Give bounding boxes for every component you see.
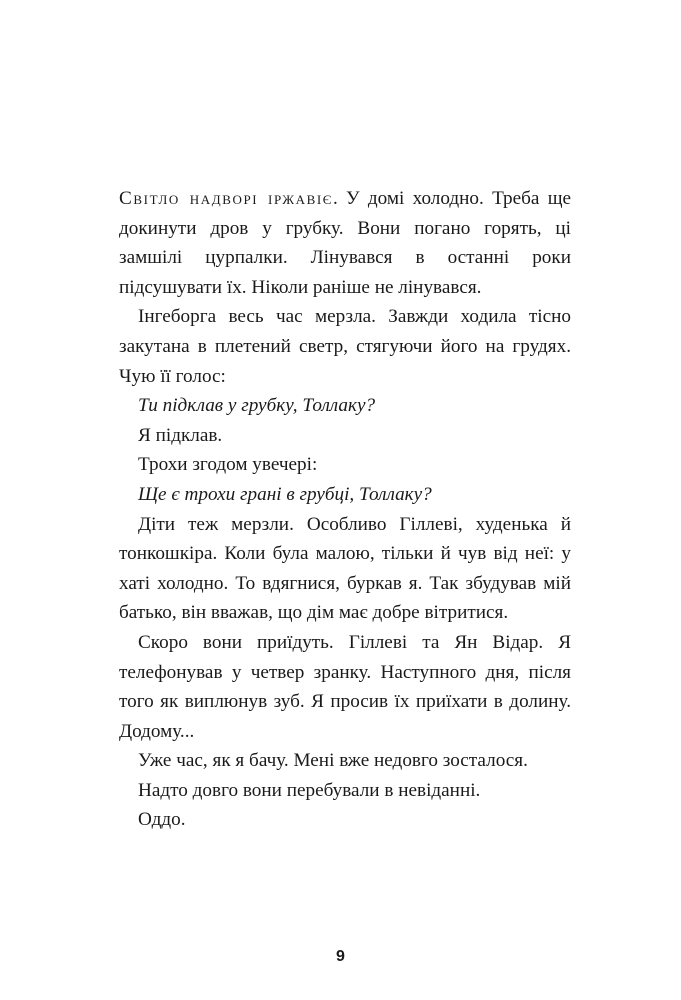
paragraph: Діти теж мерзли. Особливо Гіллеві, худенька й тонкошкіра. Коли була малою, тільки й чув від неї: у хаті холодно. То вдягнися, буркав я. Так збудував мій батько, він вважав, що дім має добре вітритися. [119, 513, 571, 624]
paragraph: Уже час, як я бачу. Мені вже недовго зосталося. [138, 750, 528, 772]
page-number: 9 [336, 948, 345, 965]
paragraph: Інгеборга весь час мерзла. Завжди ходила тісно закутана в плетений светр, стягуючи його на грудях. Чую її голос: [119, 306, 571, 387]
italic-quote: Ще є трохи грані в грубці, Толлаку? [138, 483, 432, 505]
italic-quote: Ти підклав у грубку, Толлаку? [138, 395, 376, 417]
paragraph: Скоро вони приїдуть. Гіллеві та Ян Відар. Я телефонував у четвер зранку. Наступного дня, після того як виплюнув зуб. Я просив їх приїхати в долину. Додому... [119, 631, 571, 742]
paragraph: Надто довго вони перебували в невіданні. [138, 779, 481, 801]
paragraph-opening [119, 184, 571, 302]
paragraph-text: . У домі холодно. Треба ще докинути дров у грубку. Вони погано горять, ці замшілі цурпалки. Лінувався в останні роки підсушувати їх. Ніколи раніше не лінувався. [119, 188, 571, 298]
paragraph: Трохи згодом увечері: [138, 454, 318, 476]
paragraph: Оддо. [138, 809, 186, 831]
paragraph: Я підклав. [138, 424, 223, 446]
lead-in-small-caps: Світло надворі іржавіє [119, 188, 333, 209]
body-text [119, 184, 571, 835]
